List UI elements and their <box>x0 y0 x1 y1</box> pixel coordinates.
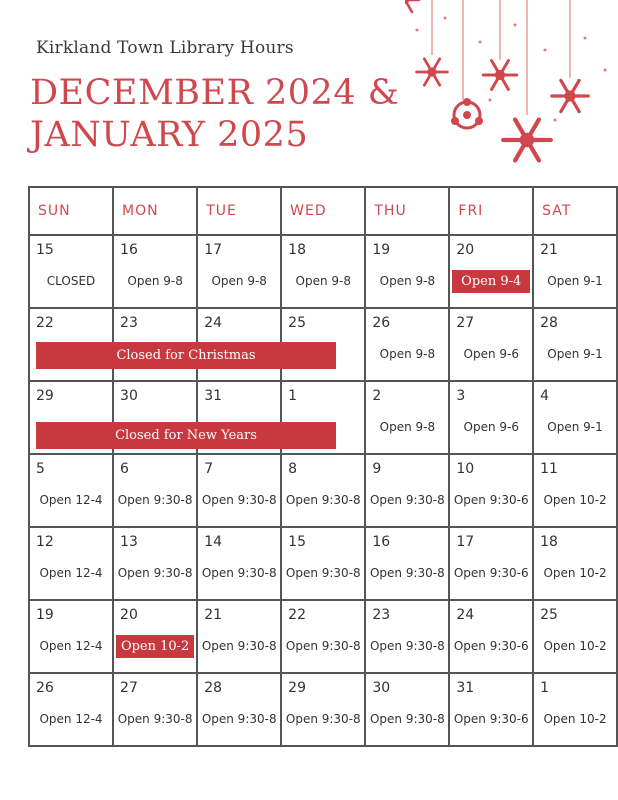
day-cell <box>113 235 197 308</box>
day-hours: Open 9:30-8 <box>117 566 193 580</box>
snowflake-ornaments-icon <box>405 0 618 180</box>
day-cell <box>281 235 365 308</box>
day-hours: Open 10-2 <box>543 639 607 653</box>
day-number: 4 <box>540 388 549 404</box>
day-number: 6 <box>120 461 129 477</box>
day-cell <box>365 527 449 600</box>
day-cell <box>449 454 533 527</box>
day-hours: Open 9:30-8 <box>369 712 445 726</box>
day-cell <box>113 527 197 600</box>
day-hours: Open 9-1 <box>547 274 603 288</box>
day-cell <box>449 673 533 746</box>
week-row <box>29 673 617 746</box>
day-hours: Open 9-8 <box>379 420 436 434</box>
day-hours: Open 9:30-8 <box>285 712 361 726</box>
day-cell <box>197 673 281 746</box>
day-hours: Open 9:30-8 <box>201 712 277 726</box>
day-cell <box>533 235 617 308</box>
day-number: 1 <box>540 680 549 696</box>
day-cell <box>533 673 617 746</box>
day-number: 29 <box>36 388 54 404</box>
day-hours: Open 9:30-6 <box>453 566 529 580</box>
day-number: 22 <box>288 607 306 623</box>
day-hours: Open 10-2 <box>543 712 607 726</box>
day-hours: Open 9-6 <box>463 347 519 361</box>
day-hours: Open 9:30-6 <box>453 493 529 507</box>
day-number: 25 <box>540 607 558 623</box>
week-row <box>29 454 617 527</box>
day-cell <box>197 600 281 673</box>
day-number: 24 <box>456 607 475 623</box>
day-hours: Open 9-8 <box>379 347 436 361</box>
day-number: 15 <box>36 242 54 258</box>
day-number: 27 <box>120 680 138 696</box>
day-hours: Open 9:30-8 <box>201 566 277 580</box>
day-number: 24 <box>204 315 223 331</box>
day-cell <box>533 600 617 673</box>
day-number: 10 <box>456 461 475 477</box>
day-cell <box>365 381 449 454</box>
week-row <box>29 235 617 308</box>
day-number: 1 <box>288 388 298 404</box>
weekday-wed: WED <box>281 187 365 235</box>
day-number: 28 <box>204 680 223 696</box>
day-hours: Open 9-1 <box>547 420 603 434</box>
weekday-thu: THU <box>365 187 449 235</box>
day-hours: Open 12-4 <box>39 566 103 580</box>
day-hours: Open 9:30-8 <box>285 639 361 653</box>
day-hours: Open 9:30-6 <box>453 712 529 726</box>
day-number: 5 <box>36 461 45 477</box>
day-hours: Open 10-2 <box>543 493 607 507</box>
day-number: 19 <box>372 242 391 258</box>
day-number: 14 <box>204 534 223 550</box>
day-cell <box>449 235 533 308</box>
day-cell <box>449 308 533 381</box>
day-hours: Open 12-4 <box>39 712 103 726</box>
day-number: 13 <box>120 534 138 550</box>
day-number: 18 <box>540 534 558 550</box>
day-hours: Open 9-6 <box>463 420 519 434</box>
day-cell <box>29 454 113 527</box>
weekday-sun: SUN <box>29 187 113 235</box>
day-hours: Open 9-8 <box>295 274 351 288</box>
day-number: 30 <box>120 388 138 404</box>
weekday-tue: TUE <box>197 187 281 235</box>
day-hours: Open 12-4 <box>39 639 103 653</box>
title-line-2: JANUARY 2025 <box>30 115 309 155</box>
day-cell <box>197 235 281 308</box>
day-hours: Open 12-4 <box>39 493 103 507</box>
day-cell <box>533 381 617 454</box>
day-number: 20 <box>456 242 475 258</box>
day-hours: Open 9:30-8 <box>201 639 277 653</box>
day-number: 29 <box>288 680 306 696</box>
holiday-closed-banner: Closed for Christmas <box>36 342 336 369</box>
weekday-fri: FRI <box>449 187 533 235</box>
day-cell <box>113 673 197 746</box>
day-hours: Open 9-8 <box>127 274 183 288</box>
day-number: 17 <box>204 242 223 258</box>
week-row <box>29 527 617 600</box>
day-number: 19 <box>36 607 54 623</box>
day-cell <box>533 454 617 527</box>
day-cell <box>365 235 449 308</box>
day-hours: Open 9:30-8 <box>369 639 445 653</box>
highlighted-hours: Open 9-4 <box>452 270 530 293</box>
day-number: 22 <box>36 315 54 331</box>
day-cell <box>533 308 617 381</box>
day-cell <box>281 673 365 746</box>
day-hours: CLOSED <box>46 274 96 288</box>
day-hours: Open 9:30-8 <box>285 566 361 580</box>
day-number: 30 <box>372 680 391 696</box>
day-number: 23 <box>372 607 391 623</box>
day-number: 27 <box>456 315 475 331</box>
day-number: 25 <box>288 315 306 331</box>
day-cell <box>449 527 533 600</box>
day-cell <box>113 454 197 527</box>
weekday-mon: MON <box>113 187 197 235</box>
day-number: 16 <box>372 534 391 550</box>
day-number: 3 <box>456 388 466 404</box>
page-title <box>30 72 399 156</box>
day-cell <box>29 527 113 600</box>
day-hours: Open 9:30-8 <box>117 493 193 507</box>
day-number: 31 <box>456 680 475 696</box>
day-number: 17 <box>456 534 475 550</box>
day-hours: Open 9:30-6 <box>453 639 529 653</box>
day-hours: Open 10-2 <box>543 566 607 580</box>
day-cell <box>449 600 533 673</box>
day-number: 7 <box>204 461 214 477</box>
day-number: 2 <box>372 388 382 404</box>
day-number: 20 <box>120 607 138 623</box>
holiday-closed-banner: Closed for New Years <box>36 422 336 449</box>
highlighted-hours: Open 10-2 <box>116 635 194 658</box>
day-cell <box>365 600 449 673</box>
day-hours: Open 9:30-8 <box>369 493 445 507</box>
title-line-1: DECEMBER 2024 & <box>30 73 400 113</box>
day-number: 31 <box>204 388 223 404</box>
day-number: 18 <box>288 242 306 258</box>
day-number: 21 <box>540 242 558 258</box>
day-cell <box>449 381 533 454</box>
day-number: 26 <box>36 680 54 696</box>
day-cell <box>533 527 617 600</box>
day-number: 16 <box>120 242 138 258</box>
day-number: 15 <box>288 534 306 550</box>
day-cell <box>29 673 113 746</box>
day-cell <box>365 673 449 746</box>
day-cell <box>281 600 365 673</box>
day-hours: Open 9-8 <box>379 274 436 288</box>
day-hours: Open 9:30-8 <box>117 712 193 726</box>
day-hours: Open 9-8 <box>211 274 267 288</box>
day-hours: Open 9-1 <box>547 347 603 361</box>
day-cell <box>365 454 449 527</box>
day-cell <box>113 600 197 673</box>
day-number: 21 <box>204 607 223 623</box>
day-number: 12 <box>36 534 54 550</box>
day-cell <box>365 308 449 381</box>
weekday-header-row <box>29 187 617 235</box>
weekday-sat: SAT <box>533 187 617 235</box>
day-number: 23 <box>120 315 138 331</box>
day-number: 11 <box>540 461 558 477</box>
day-cell <box>281 454 365 527</box>
day-cell <box>29 235 113 308</box>
day-hours: Open 9:30-8 <box>369 566 445 580</box>
calendar-grid <box>28 186 618 747</box>
day-number: 26 <box>372 315 391 331</box>
day-hours: Open 9:30-8 <box>201 493 277 507</box>
week-row <box>29 600 617 673</box>
day-cell <box>29 600 113 673</box>
day-number: 8 <box>288 461 298 477</box>
subtitle: Kirkland Town Library Hours <box>36 38 294 58</box>
day-number: 28 <box>540 315 558 331</box>
day-number: 9 <box>372 461 382 477</box>
day-hours: Open 9:30-8 <box>285 493 361 507</box>
day-cell <box>197 527 281 600</box>
day-cell <box>197 454 281 527</box>
day-cell <box>281 527 365 600</box>
